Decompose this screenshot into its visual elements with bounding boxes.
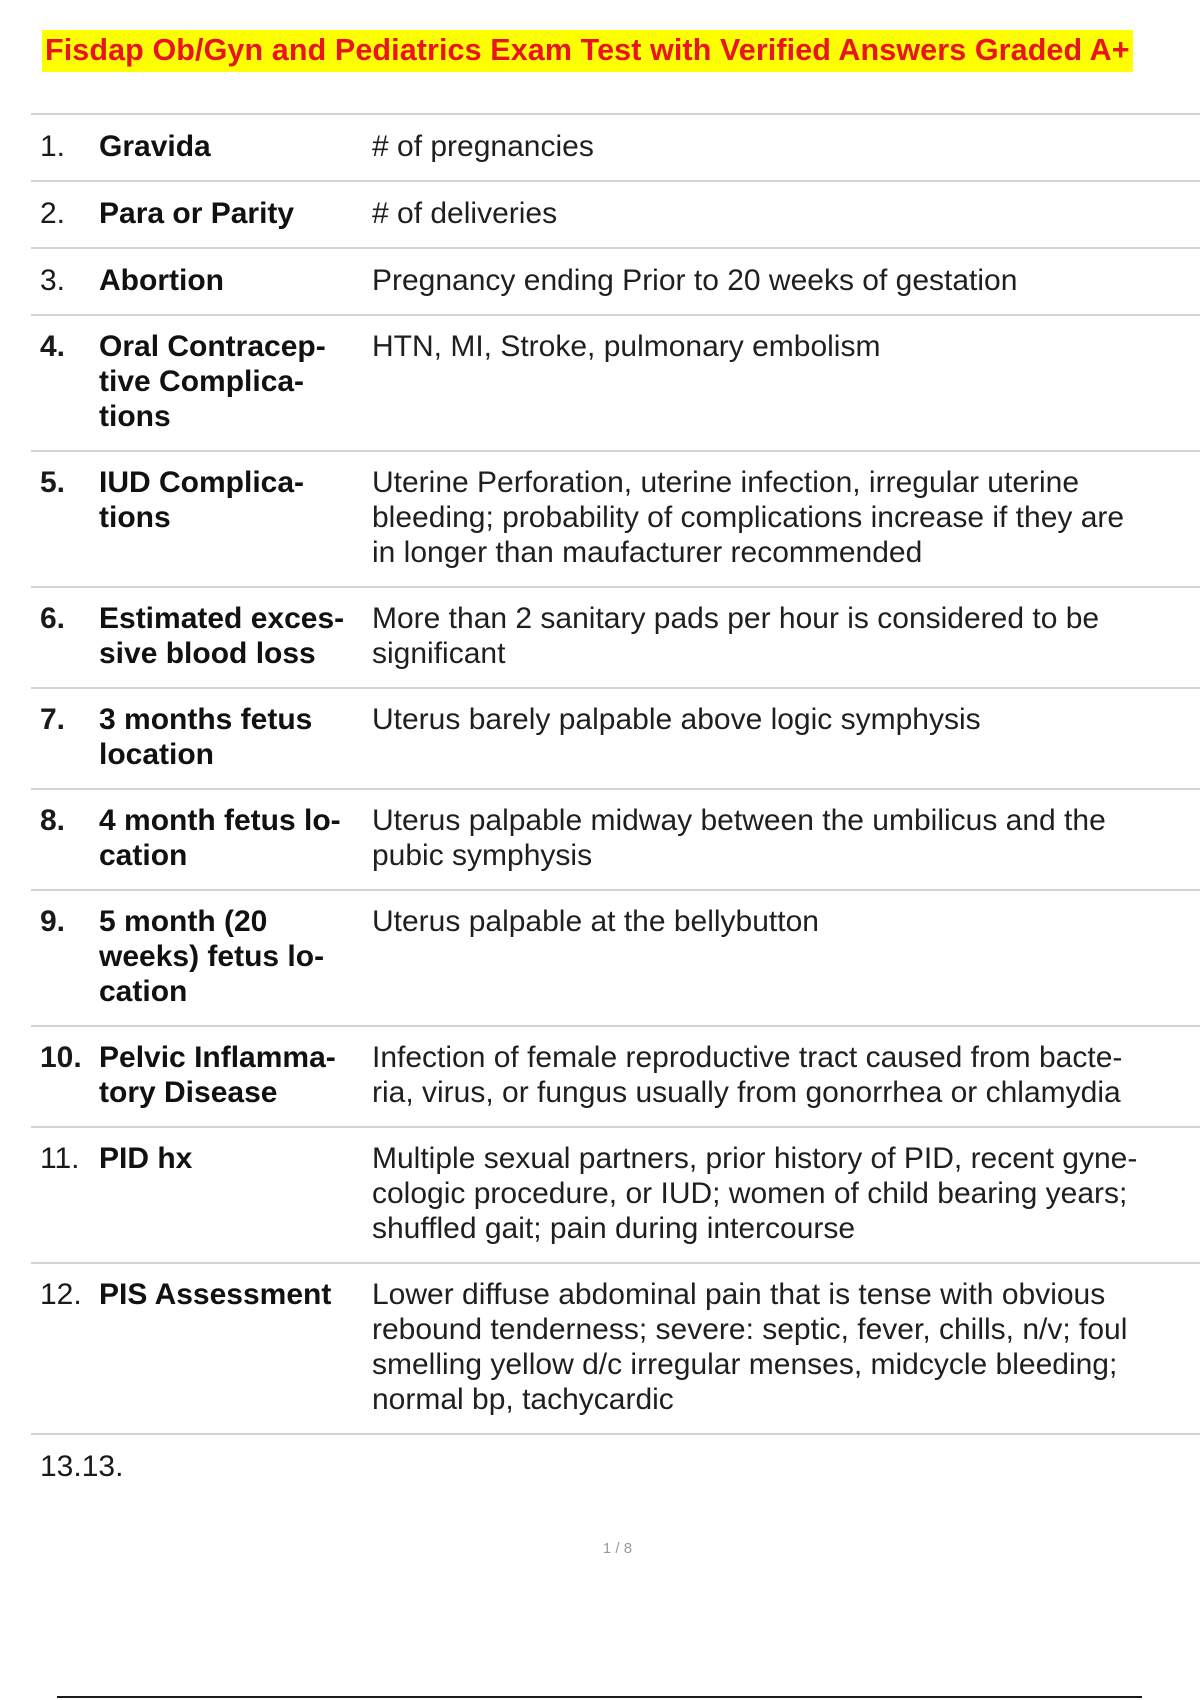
qa-item bbox=[31, 113, 1200, 180]
item-number: 9. bbox=[40, 905, 66, 938]
question-answer-list bbox=[31, 113, 1200, 1500]
item-number: 8. bbox=[40, 804, 66, 837]
item-number: 3. bbox=[40, 264, 66, 297]
qa-item-trailing bbox=[31, 1433, 1200, 1500]
item-definition: Uterus palpable at the bellybutton bbox=[372, 905, 819, 938]
qa-item bbox=[31, 1126, 1200, 1262]
qa-item bbox=[31, 180, 1200, 247]
item-definition: Multiple sexual partners, prior history of PID, recent gyne- cologic procedure, or IUD; women of child bearing years; shuffled gait; pain during intercourse bbox=[372, 1142, 1138, 1245]
item-term: Pelvic Inflamma- tory Disease bbox=[99, 1041, 336, 1109]
document-title: Fisdap Ob/Gyn and Pediatrics Exam Test with Verified Answers Graded A+ bbox=[42, 30, 1133, 72]
item-term: IUD Complica- tions bbox=[99, 466, 305, 534]
item-definition: Infection of female reproductive tract caused from bacte- ria, virus, or fungus usually from gonorrhea or chlamydia bbox=[372, 1041, 1123, 1109]
qa-item bbox=[31, 450, 1200, 586]
item-term: Estimated exces- sive blood loss bbox=[99, 602, 345, 670]
item-definition: # of deliveries bbox=[372, 197, 558, 230]
qa-item bbox=[31, 1262, 1200, 1433]
item-number: 12. bbox=[40, 1278, 82, 1311]
item-term: 3 months fetus location bbox=[99, 703, 313, 771]
item-term: Abortion bbox=[99, 264, 224, 297]
qa-item bbox=[31, 586, 1200, 687]
qa-item bbox=[31, 788, 1200, 889]
item-term: PIS Assessment bbox=[99, 1278, 332, 1311]
item-definition: # of pregnancies bbox=[372, 130, 594, 163]
item-term: Gravida bbox=[99, 130, 211, 163]
item-number: 10. bbox=[40, 1041, 82, 1074]
item-definition: Uterine Perforation, uterine infection, irregular uterine bleeding; probability of complications increase if they are in longer than maufacturer recommended bbox=[372, 466, 1125, 569]
item-term: Para or Parity bbox=[99, 197, 295, 230]
item-number: 4. bbox=[40, 330, 66, 363]
item-number: 11. bbox=[40, 1142, 80, 1175]
item-number: 2. bbox=[40, 197, 66, 230]
page-indicator: 1 / 8 bbox=[602, 1540, 633, 1557]
item-number: 6. bbox=[40, 602, 66, 635]
item-definition: Lower diffuse abdominal pain that is tense with obvious rebound tenderness; severe: septic, fever, chills, n/v; foul smelling yellow d/c irregular menses, midcycle bleeding; normal bp, tachycardic bbox=[372, 1278, 1128, 1416]
item-definition: Uterus palpable midway between the umbilicus and the pubic symphysis bbox=[372, 804, 1106, 872]
item-term: Oral Contracep- tive Complica- tions bbox=[99, 330, 326, 433]
item-number: 1. bbox=[40, 130, 66, 163]
item-number: 5. bbox=[40, 466, 66, 499]
item-number: 7. bbox=[40, 703, 66, 736]
item-definition: More than 2 sanitary pads per hour is considered to be significant bbox=[372, 602, 1100, 670]
trailing-item-number: 13.13. bbox=[40, 1450, 124, 1483]
item-term: 4 month fetus lo- cation bbox=[99, 804, 341, 872]
divider bbox=[57, 1696, 1142, 1698]
item-definition: Uterus barely palpable above logic symphysis bbox=[372, 703, 981, 736]
qa-item bbox=[31, 1025, 1200, 1126]
item-definition: HTN, MI, Stroke, pulmonary embolism bbox=[372, 330, 881, 363]
item-definition: Pregnancy ending Prior to 20 weeks of gestation bbox=[372, 264, 1018, 297]
qa-item bbox=[31, 314, 1200, 450]
item-term: PID hx bbox=[99, 1142, 193, 1175]
item-term: 5 month (20 weeks) fetus lo- cation bbox=[99, 905, 325, 1008]
qa-item bbox=[31, 889, 1200, 1025]
qa-item bbox=[31, 687, 1200, 788]
qa-item bbox=[31, 247, 1200, 314]
